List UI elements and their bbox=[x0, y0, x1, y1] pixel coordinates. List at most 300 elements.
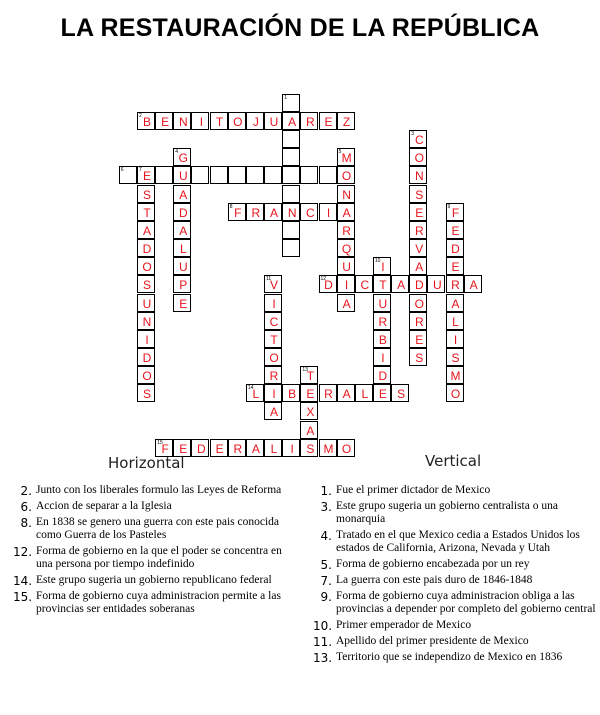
cell-letter: L bbox=[179, 242, 187, 256]
grid-cell[interactable] bbox=[191, 112, 209, 130]
grid-cell[interactable] bbox=[373, 257, 391, 275]
cell-letter: A bbox=[269, 205, 278, 220]
grid-cell[interactable] bbox=[246, 439, 264, 457]
clue-item bbox=[13, 574, 298, 587]
grid-cell[interactable] bbox=[282, 221, 300, 239]
cell-letter: A bbox=[288, 115, 297, 129]
cell-letter: D bbox=[142, 242, 152, 256]
grid-cell[interactable] bbox=[446, 275, 464, 293]
cell-letter bbox=[247, 167, 265, 185]
grid-cell[interactable] bbox=[173, 221, 191, 239]
cell-letter: X bbox=[306, 405, 315, 420]
grid-cell[interactable] bbox=[319, 203, 337, 221]
clue-text: Junto con los liberales formulo las Leyes de Reforma bbox=[36, 484, 282, 496]
grid-cell[interactable] bbox=[409, 294, 427, 312]
cell-letter: O bbox=[341, 169, 352, 184]
cell-letter bbox=[192, 167, 210, 185]
clue-number-label: 15 bbox=[157, 439, 163, 446]
grid-cell[interactable] bbox=[409, 239, 427, 257]
clue-item bbox=[13, 590, 298, 616]
grid-cell[interactable] bbox=[319, 384, 337, 402]
grid-cell[interactable] bbox=[409, 348, 427, 366]
clue-number-label: 13 bbox=[302, 367, 308, 374]
grid-cell[interactable] bbox=[446, 330, 464, 348]
grid-cell[interactable] bbox=[409, 148, 427, 166]
cell-letter: E bbox=[378, 387, 387, 402]
page-title: LA RESTAURACIÓN DE LA REPÚBLICA bbox=[60, 14, 540, 42]
grid-cell[interactable] bbox=[137, 112, 155, 130]
cell-letter bbox=[320, 167, 338, 185]
grid-cell[interactable] bbox=[155, 112, 173, 130]
grid-cell[interactable] bbox=[282, 384, 300, 402]
grid-cell[interactable] bbox=[228, 439, 246, 457]
grid-cell[interactable] bbox=[282, 439, 300, 457]
grid-cell[interactable] bbox=[337, 275, 355, 293]
cell-letter: N bbox=[178, 115, 188, 129]
grid-cell[interactable] bbox=[246, 384, 264, 402]
grid-cell[interactable] bbox=[409, 221, 427, 239]
cell-letter: V bbox=[269, 278, 278, 293]
grid-cell[interactable] bbox=[137, 312, 155, 330]
cell-letter: T bbox=[270, 332, 278, 347]
grid-cell[interactable] bbox=[409, 312, 427, 330]
cell-letter: A bbox=[415, 260, 424, 275]
grid-cell[interactable] bbox=[137, 257, 155, 275]
cell-letter: R bbox=[251, 205, 261, 220]
clue-text: Forma de gobierno en la que el poder se concentra en una persona por tiempo indefinido bbox=[36, 545, 282, 570]
cell-letter: O bbox=[341, 441, 352, 456]
cell-letter: T bbox=[306, 369, 315, 384]
clue-item bbox=[13, 516, 298, 542]
grid-cell[interactable] bbox=[173, 275, 191, 293]
grid-cell[interactable] bbox=[300, 384, 318, 402]
cell-letter: E bbox=[215, 441, 224, 456]
clue-text: En 1838 se genero una guerra con este pais conocida como Guerra de los Pasteles bbox=[36, 516, 280, 541]
grid-cell[interactable] bbox=[337, 203, 355, 221]
cell-letter: N bbox=[342, 187, 351, 202]
grid-cell[interactable] bbox=[446, 239, 464, 257]
grid-cell[interactable] bbox=[228, 203, 246, 221]
grid-cell[interactable] bbox=[137, 294, 155, 312]
grid-cell[interactable] bbox=[137, 330, 155, 348]
clue-number-label: 10 bbox=[374, 258, 381, 265]
cell-letter: E bbox=[142, 169, 151, 184]
cell-letter: O bbox=[414, 151, 424, 166]
grid-cell[interactable] bbox=[319, 275, 337, 293]
cell-letter: B bbox=[288, 387, 297, 402]
clue-text: Forma de gobierno cuya administracion obliga a las provincias a depender por completo del gobierno central bbox=[336, 590, 596, 615]
grid-cell[interactable] bbox=[373, 275, 391, 293]
cell-letter: A bbox=[269, 405, 278, 420]
grid-cell[interactable] bbox=[173, 112, 191, 130]
grid-cell[interactable] bbox=[282, 94, 300, 112]
clue-number-label: 7 bbox=[139, 167, 142, 174]
grid-cell[interactable] bbox=[337, 384, 355, 402]
cell-letter: I bbox=[381, 260, 385, 275]
grid-cell[interactable] bbox=[191, 166, 209, 184]
cell-letter bbox=[283, 186, 301, 204]
cell-letter: D bbox=[324, 278, 333, 293]
cell-letter: E bbox=[451, 260, 460, 275]
grid-cell[interactable] bbox=[373, 312, 391, 330]
grid-cell[interactable] bbox=[137, 221, 155, 239]
grid-cell[interactable] bbox=[319, 112, 337, 130]
clue-number-label: 14 bbox=[247, 385, 254, 392]
clue-text: Territorio que se independizo de Mexico en 1836 bbox=[336, 651, 563, 663]
cell-letter: N bbox=[287, 205, 297, 220]
grid-cell[interactable] bbox=[228, 112, 246, 130]
grid-cell[interactable] bbox=[173, 148, 191, 166]
cell-letter: U bbox=[142, 296, 152, 311]
grid-cell[interactable] bbox=[337, 294, 355, 312]
grid-cell[interactable] bbox=[282, 185, 300, 203]
clue-text: Tratado en el que Mexico cedia a Estados Unidos los estados de California, Arizona, Nevada y Utah bbox=[336, 529, 580, 554]
grid-cell[interactable] bbox=[373, 348, 391, 366]
clue-number: 5. bbox=[320, 558, 332, 572]
clue-number: 1. bbox=[320, 484, 332, 498]
grid-cell[interactable] bbox=[282, 166, 300, 184]
grid-cell[interactable] bbox=[264, 312, 282, 330]
grid-cell[interactable] bbox=[409, 185, 427, 203]
cell-letter: D bbox=[142, 350, 152, 365]
clue-text: Este grupo sugeria un gobierno centralista o una monarquia bbox=[336, 500, 558, 525]
clue-number-label: 12 bbox=[320, 276, 327, 283]
cell-letter: C bbox=[306, 205, 315, 220]
clue-number: 9. bbox=[320, 590, 332, 604]
grid-cell[interactable] bbox=[337, 112, 355, 130]
cell-letter: F bbox=[451, 205, 460, 220]
across-clue-list bbox=[13, 484, 298, 619]
grid-cell[interactable] bbox=[173, 294, 191, 312]
cell-letter: R bbox=[451, 278, 460, 293]
clue-number: 11. bbox=[313, 635, 333, 649]
cell-letter: U bbox=[342, 260, 351, 275]
grid-cell[interactable] bbox=[300, 166, 318, 184]
grid-cell[interactable] bbox=[119, 166, 137, 184]
grid-cell[interactable] bbox=[264, 439, 282, 457]
clue-text: Apellido del primer presidente de Mexico bbox=[336, 635, 529, 647]
cell-letter: O bbox=[414, 296, 424, 311]
clue-item bbox=[313, 590, 598, 616]
grid-cell[interactable] bbox=[191, 439, 209, 457]
grid-cell[interactable] bbox=[391, 384, 409, 402]
grid-cell[interactable] bbox=[409, 275, 427, 293]
cell-letter: T bbox=[215, 115, 224, 129]
cell-letter: A bbox=[342, 296, 351, 311]
grid-cell[interactable] bbox=[137, 275, 155, 293]
grid-cell[interactable] bbox=[173, 166, 191, 184]
clue-number: 8. bbox=[20, 516, 32, 530]
cell-letter: E bbox=[415, 205, 424, 220]
cell-letter bbox=[265, 167, 283, 185]
cell-letter: F bbox=[161, 441, 169, 456]
grid-cell[interactable] bbox=[210, 112, 228, 130]
grid-cell[interactable] bbox=[464, 275, 482, 293]
grid-cell[interactable] bbox=[337, 239, 355, 257]
cell-letter: E bbox=[324, 115, 333, 129]
across-heading: Horizontal bbox=[108, 454, 185, 472]
grid-cell[interactable] bbox=[446, 294, 464, 312]
clue-item bbox=[13, 484, 298, 497]
grid-cell[interactable] bbox=[137, 185, 155, 203]
cell-letter: S bbox=[306, 441, 315, 456]
clue-text: Fue el primer dictador de Mexico bbox=[336, 484, 491, 496]
grid-cell[interactable] bbox=[173, 185, 191, 203]
clue-number-label: 11 bbox=[266, 276, 272, 283]
cell-letter: E bbox=[179, 296, 188, 311]
cell-letter: S bbox=[415, 350, 424, 365]
cell-letter: A bbox=[469, 278, 478, 293]
cell-letter: O bbox=[142, 369, 152, 384]
grid-cell[interactable] bbox=[337, 439, 355, 457]
cell-letter: O bbox=[450, 387, 461, 402]
grid-cell[interactable] bbox=[264, 294, 282, 312]
clue-number: 14. bbox=[13, 574, 33, 588]
clue-item bbox=[313, 500, 598, 526]
cell-letter bbox=[283, 222, 301, 240]
grid-cell[interactable] bbox=[137, 166, 155, 184]
grid-cell[interactable] bbox=[337, 166, 355, 184]
cell-letter: L bbox=[452, 314, 459, 329]
cell-letter: V bbox=[415, 242, 424, 256]
cell-letter bbox=[156, 167, 174, 185]
cell-letter: A bbox=[179, 187, 188, 202]
clue-text: Primer emperador de Mexico bbox=[336, 619, 472, 631]
grid-cell[interactable] bbox=[155, 166, 173, 184]
grid-cell[interactable] bbox=[210, 166, 228, 184]
grid-cell[interactable] bbox=[409, 257, 427, 275]
cell-letter: S bbox=[142, 387, 151, 402]
cell-letter: S bbox=[142, 187, 151, 202]
cell-letter: R bbox=[269, 369, 279, 384]
cell-letter: A bbox=[342, 205, 351, 220]
cell-letter: A bbox=[342, 387, 351, 402]
grid-cell[interactable] bbox=[264, 275, 282, 293]
grid-cell[interactable] bbox=[409, 130, 427, 148]
grid-cell[interactable] bbox=[446, 366, 464, 384]
cell-letter: A bbox=[397, 278, 406, 293]
cell-letter: E bbox=[306, 387, 315, 402]
cell-letter: L bbox=[361, 387, 369, 402]
grid-cell[interactable] bbox=[264, 366, 282, 384]
grid-cell[interactable] bbox=[264, 330, 282, 348]
cell-letter bbox=[283, 167, 301, 185]
grid-cell[interactable] bbox=[173, 203, 191, 221]
cell-letter: C bbox=[269, 314, 279, 329]
grid-cell[interactable] bbox=[282, 130, 300, 148]
grid-cell[interactable] bbox=[173, 239, 191, 257]
grid-cell[interactable] bbox=[300, 402, 318, 420]
clue-number: 4. bbox=[320, 529, 332, 543]
cell-letter: I bbox=[145, 332, 149, 347]
grid-cell[interactable] bbox=[446, 257, 464, 275]
grid-cell[interactable] bbox=[282, 148, 300, 166]
grid-cell[interactable] bbox=[409, 203, 427, 221]
cell-letter: I bbox=[272, 296, 276, 311]
grid-cell[interactable] bbox=[300, 439, 318, 457]
cell-letter: L bbox=[252, 387, 260, 402]
grid-cell[interactable] bbox=[210, 439, 228, 457]
cell-letter: C bbox=[360, 278, 370, 293]
clue-number: 12. bbox=[13, 545, 33, 559]
cell-letter: T bbox=[143, 205, 151, 220]
grid-cell[interactable] bbox=[446, 384, 464, 402]
cell-letter: R bbox=[324, 387, 333, 402]
grid-cell[interactable] bbox=[337, 221, 355, 239]
cell-letter: R bbox=[233, 441, 243, 456]
cell-letter: D bbox=[414, 278, 424, 293]
clue-number-label: 1 bbox=[284, 94, 287, 101]
cell-letter bbox=[229, 167, 247, 185]
grid-cell[interactable] bbox=[300, 203, 318, 221]
grid-cell[interactable] bbox=[137, 203, 155, 221]
cell-letter bbox=[301, 167, 319, 185]
cell-letter: O bbox=[269, 350, 279, 365]
grid-cell[interactable] bbox=[282, 239, 300, 257]
grid-cell[interactable] bbox=[228, 166, 246, 184]
cell-letter: I bbox=[290, 441, 294, 456]
grid-cell[interactable] bbox=[282, 112, 300, 130]
grid-cell[interactable] bbox=[373, 384, 391, 402]
grid-cell[interactable] bbox=[264, 112, 282, 130]
cell-letter: U bbox=[378, 296, 388, 311]
cell-letter: R bbox=[378, 314, 388, 329]
cell-letter: D bbox=[197, 441, 206, 456]
grid-cell[interactable] bbox=[264, 203, 282, 221]
cell-letter: Z bbox=[342, 115, 351, 129]
cell-letter: U bbox=[269, 115, 279, 129]
cell-letter: R bbox=[306, 115, 315, 129]
clue-item bbox=[313, 635, 598, 648]
clue-number: 13. bbox=[313, 651, 333, 665]
grid-cell[interactable] bbox=[373, 294, 391, 312]
clue-number-label: 2 bbox=[139, 113, 142, 119]
grid-cell[interactable] bbox=[246, 166, 264, 184]
grid-cell[interactable] bbox=[409, 330, 427, 348]
cell-letter: S bbox=[415, 187, 424, 202]
clue-text: Accion de separar a la Iglesia bbox=[36, 500, 172, 512]
grid-cell[interactable] bbox=[246, 112, 264, 130]
cell-letter: F bbox=[234, 205, 242, 220]
cell-letter: A bbox=[451, 296, 460, 311]
grid-cell[interactable] bbox=[337, 148, 355, 166]
cell-letter bbox=[211, 167, 229, 185]
grid-cell[interactable] bbox=[319, 439, 337, 457]
clue-number: 15. bbox=[13, 590, 33, 604]
cell-letter: D bbox=[451, 242, 460, 256]
grid-cell[interactable] bbox=[446, 348, 464, 366]
grid-cell[interactable] bbox=[282, 203, 300, 221]
clue-item bbox=[313, 619, 598, 632]
grid-cell[interactable] bbox=[300, 366, 318, 384]
grid-cell[interactable] bbox=[264, 384, 282, 402]
grid-cell[interactable] bbox=[355, 384, 373, 402]
grid-cell[interactable] bbox=[246, 203, 264, 221]
clue-number: 7. bbox=[320, 574, 332, 588]
grid-cell[interactable] bbox=[173, 257, 191, 275]
clue-number: 2. bbox=[20, 484, 32, 498]
cell-letter: C bbox=[414, 133, 424, 148]
grid-cell[interactable] bbox=[300, 421, 318, 439]
clue-text: Forma de gobierno encabezada por un rey bbox=[336, 558, 530, 570]
grid-cell[interactable] bbox=[137, 239, 155, 257]
grid-cell[interactable] bbox=[319, 166, 337, 184]
grid-cell[interactable] bbox=[373, 366, 391, 384]
cell-letter: L bbox=[270, 441, 278, 456]
cell-letter bbox=[283, 240, 301, 258]
cell-letter: E bbox=[161, 115, 170, 129]
cell-letter: A bbox=[251, 441, 260, 456]
grid-cell[interactable] bbox=[337, 257, 355, 275]
grid-cell[interactable] bbox=[391, 275, 409, 293]
clue-text: La guerra con este pais duro de 1846-1848 bbox=[336, 574, 533, 586]
grid-cell[interactable] bbox=[264, 348, 282, 366]
cell-letter: E bbox=[451, 223, 460, 238]
grid-cell[interactable] bbox=[300, 112, 318, 130]
grid-cell[interactable] bbox=[446, 203, 464, 221]
down-clue-list bbox=[313, 484, 598, 667]
cell-letter: R bbox=[414, 314, 424, 329]
clue-item bbox=[313, 574, 598, 587]
grid-cell[interactable] bbox=[427, 275, 445, 293]
cell-letter: I bbox=[381, 350, 385, 365]
clue-number-label: 6 bbox=[120, 167, 124, 174]
grid-cell[interactable] bbox=[409, 166, 427, 184]
grid-cell[interactable] bbox=[264, 402, 282, 420]
clue-item bbox=[313, 529, 598, 555]
clue-number: 3. bbox=[320, 500, 332, 514]
grid-cell[interactable] bbox=[373, 330, 391, 348]
clue-item bbox=[313, 651, 598, 664]
grid-cell[interactable] bbox=[446, 221, 464, 239]
clue-item bbox=[13, 500, 298, 513]
cell-letter: E bbox=[179, 441, 188, 456]
clue-number-label: 4 bbox=[175, 149, 179, 156]
grid-cell[interactable] bbox=[446, 312, 464, 330]
cell-letter: I bbox=[453, 332, 458, 347]
cell-letter: D bbox=[378, 369, 388, 384]
grid-cell[interactable] bbox=[137, 348, 155, 366]
clue-number-label: 9 bbox=[447, 203, 451, 210]
cell-letter: O bbox=[142, 260, 152, 275]
cell-letter: I bbox=[326, 205, 331, 220]
cell-letter bbox=[283, 149, 301, 167]
grid-cell[interactable] bbox=[137, 384, 155, 402]
grid-cell[interactable] bbox=[137, 366, 155, 384]
cell-letter: A bbox=[179, 223, 188, 238]
grid-cell[interactable] bbox=[264, 166, 282, 184]
grid-cell[interactable] bbox=[355, 275, 373, 293]
cell-letter: U bbox=[178, 260, 188, 275]
cell-letter: I bbox=[199, 115, 204, 129]
clue-text: Este grupo sugeria un gobierno republicano federal bbox=[36, 574, 272, 586]
cell-letter: N bbox=[142, 314, 152, 329]
cell-letter: N bbox=[414, 169, 424, 184]
cell-letter: R bbox=[342, 223, 351, 238]
cell-letter: M bbox=[450, 369, 461, 384]
cell-letter: G bbox=[178, 151, 188, 166]
cell-letter: U bbox=[178, 169, 188, 184]
cell-letter: I bbox=[272, 387, 276, 402]
grid-cell[interactable] bbox=[337, 185, 355, 203]
clue-number: 6. bbox=[20, 500, 32, 514]
cell-letter: E bbox=[415, 332, 424, 347]
cell-letter: B bbox=[142, 115, 151, 129]
cell-letter: Q bbox=[341, 242, 352, 256]
cell-letter bbox=[283, 131, 301, 149]
clue-item bbox=[13, 545, 298, 571]
cell-letter: O bbox=[233, 115, 243, 129]
